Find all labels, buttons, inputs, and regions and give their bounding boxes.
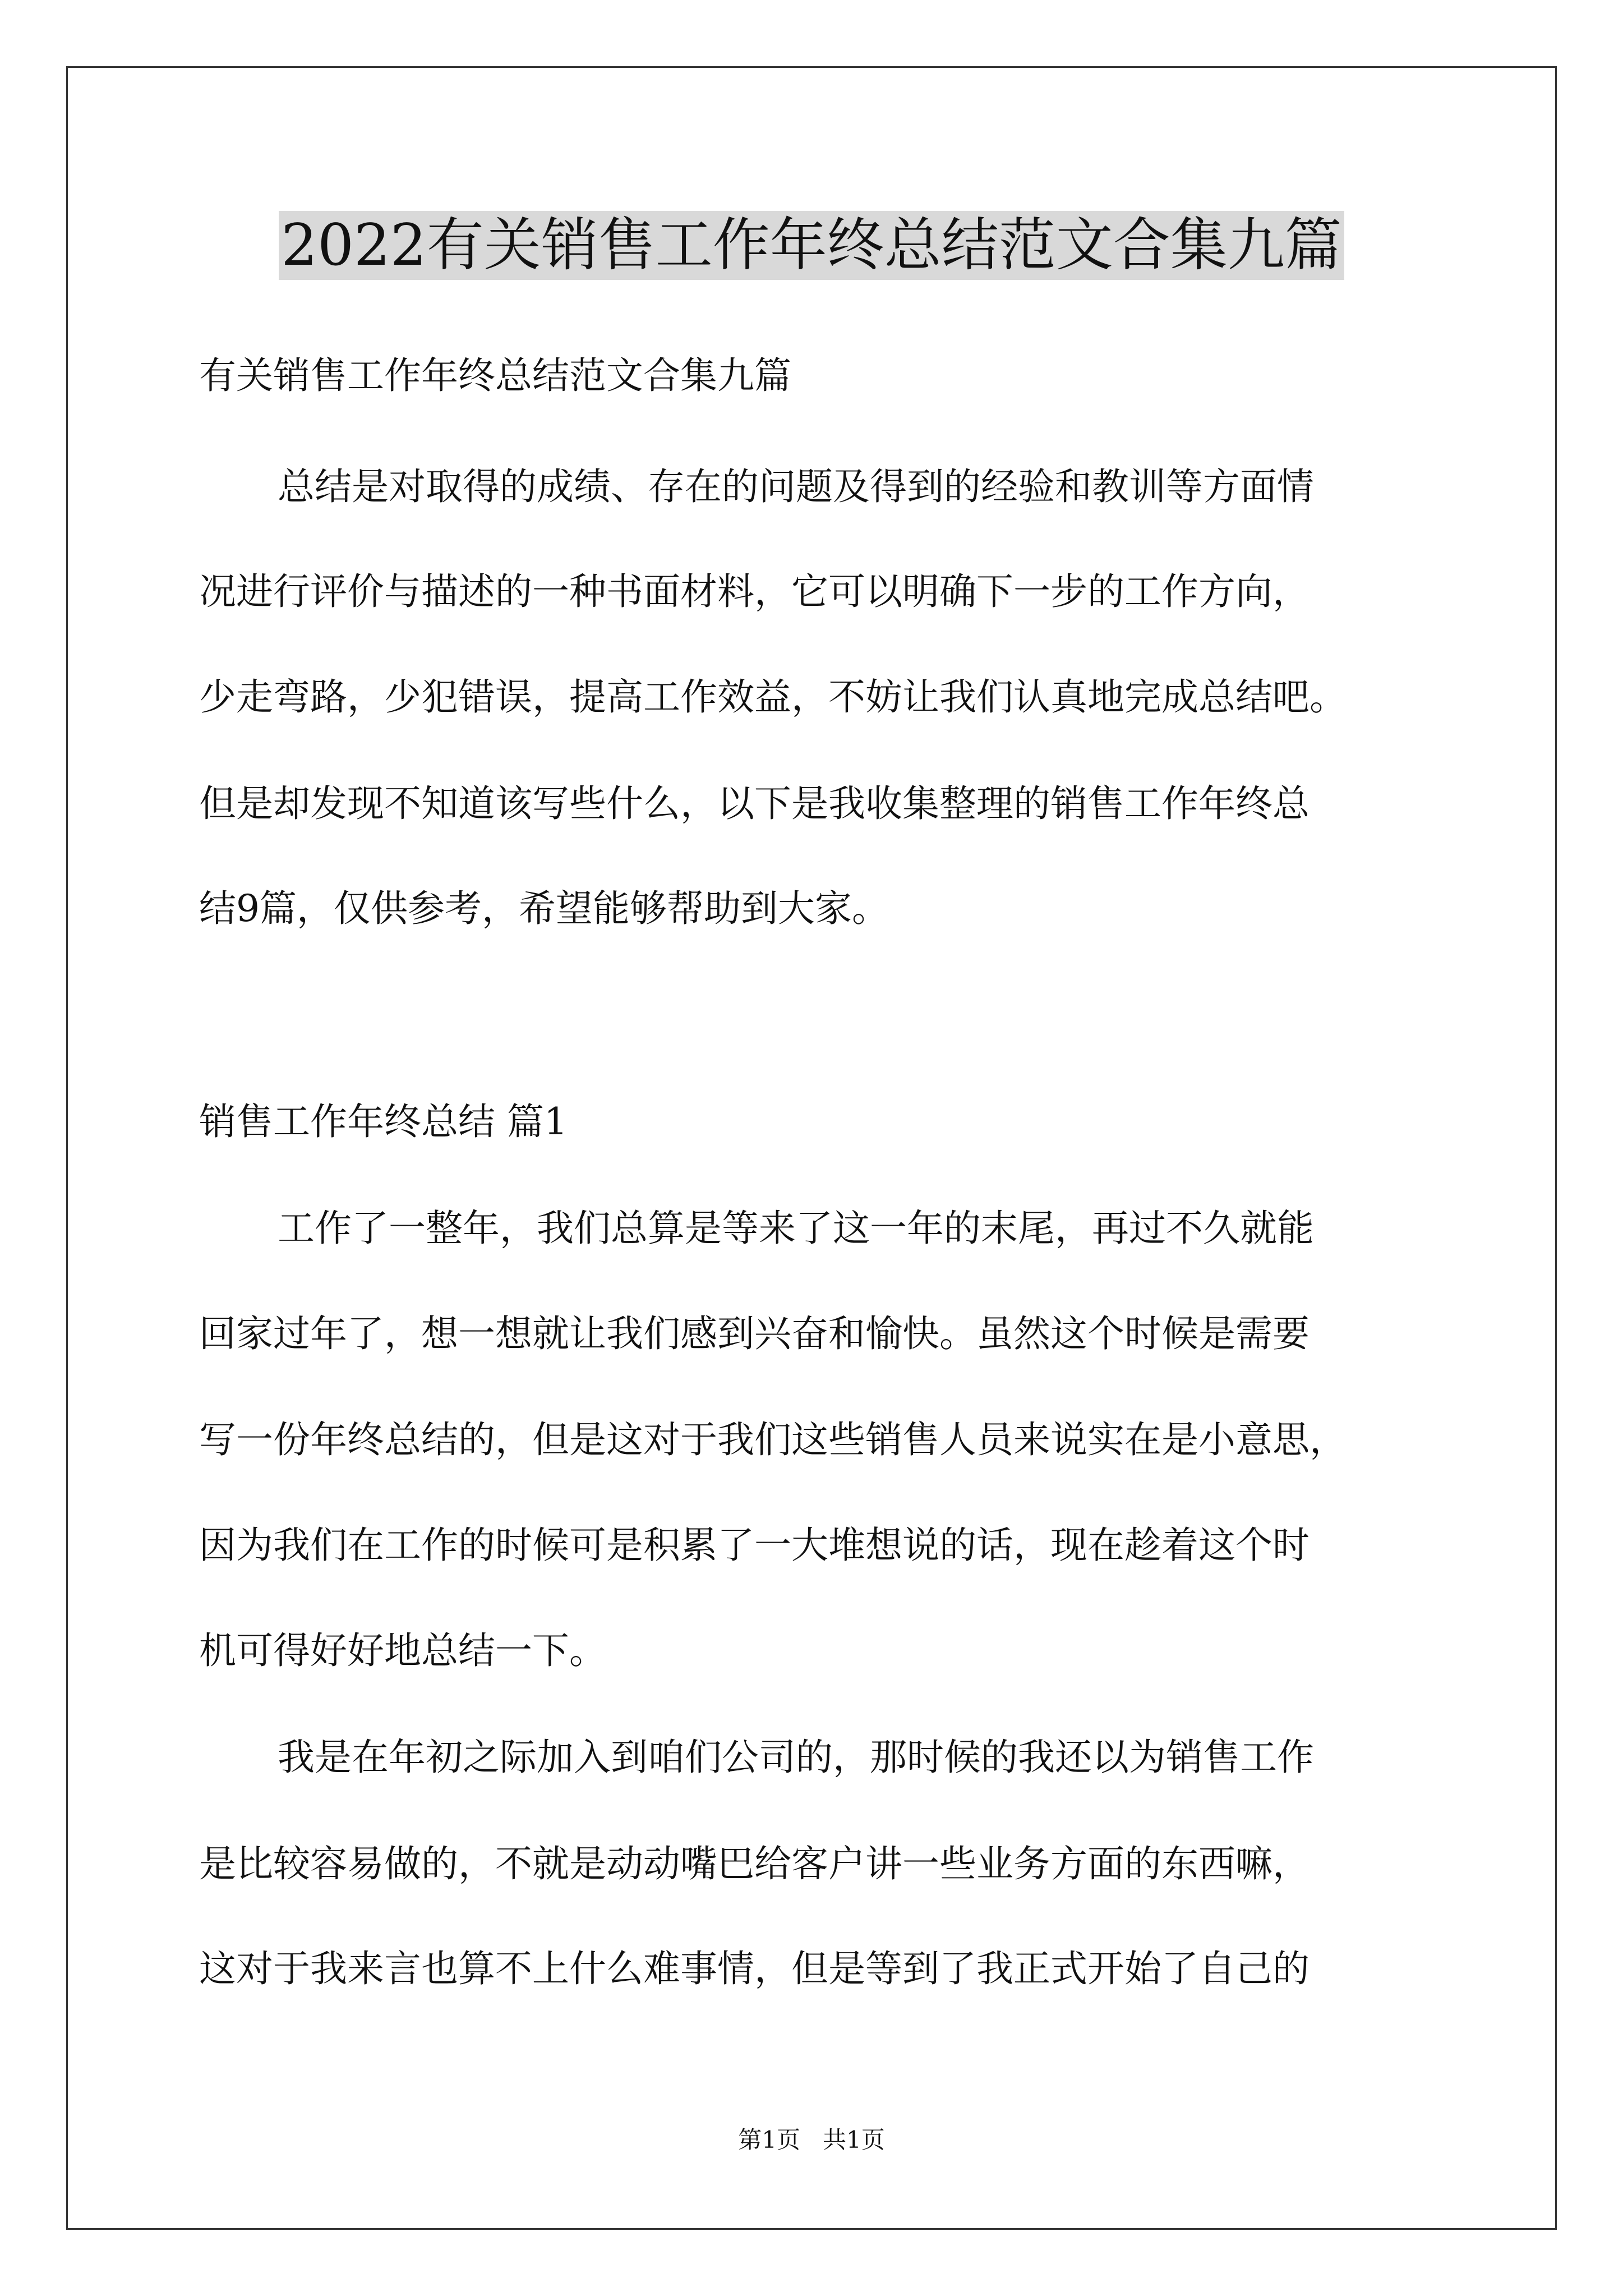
- paragraph1-line-1: 工作了一整年，我们总算是等来了这一年的末尾，再过不久就能: [278, 1207, 1314, 1250]
- document-title: [0, 204, 1623, 288]
- paragraph2-line-3: 这对于我来言也算不上什么难事情，但是等到了我正式开始了自己的: [199, 1947, 1310, 1990]
- paragraph1-line-4: 因为我们在工作的时候可是积累了一大堆想说的话，现在趁着这个时: [199, 1524, 1310, 1567]
- paragraph1-line-5: 机可得好好地总结一下。: [199, 1629, 606, 1672]
- document-subtitle: 有关销售工作年终总结范文合集九篇: [199, 354, 791, 397]
- paragraph1-line-2: 回家过年了，想一想就让我们感到兴奋和愉快。虽然这个时候是需要: [199, 1312, 1310, 1355]
- intro-line-1: 总结是对取得的成绩、存在的问题及得到的经验和教训等方面情: [278, 465, 1314, 508]
- intro-line-2: 况进行评价与描述的一种书面材料，它可以明确下一步的工作方向，: [199, 570, 1310, 613]
- page-number-footer: 第1页 共1页: [738, 2126, 885, 2154]
- section-heading: 销售工作年终总结 篇1: [199, 1100, 568, 1143]
- intro-line-4: 但是却发现不知道该写些什么，以下是我收集整理的销售工作年终总: [199, 782, 1310, 825]
- intro-line-5: 结9篇，仅供参考，希望能够帮助到大家。: [199, 887, 889, 930]
- document-title-text: 2022有关销售工作年终总结范文合集九篇: [279, 211, 1344, 280]
- intro-line-3: 少走弯路，少犯错误，提高工作效益，不妨让我们认真地完成总结吧。: [199, 675, 1347, 719]
- paragraph2-line-1: 我是在年初之际加入到咱们公司的，那时候的我还以为销售工作: [278, 1736, 1314, 1779]
- paragraph2-line-2: 是比较容易做的，不就是动动嘴巴给客户讲一些业务方面的东西嘛，: [199, 1842, 1310, 1885]
- paragraph1-line-3: 写一份年终总结的，但是这对于我们这些销售人员来说实在是小意思，: [199, 1418, 1347, 1461]
